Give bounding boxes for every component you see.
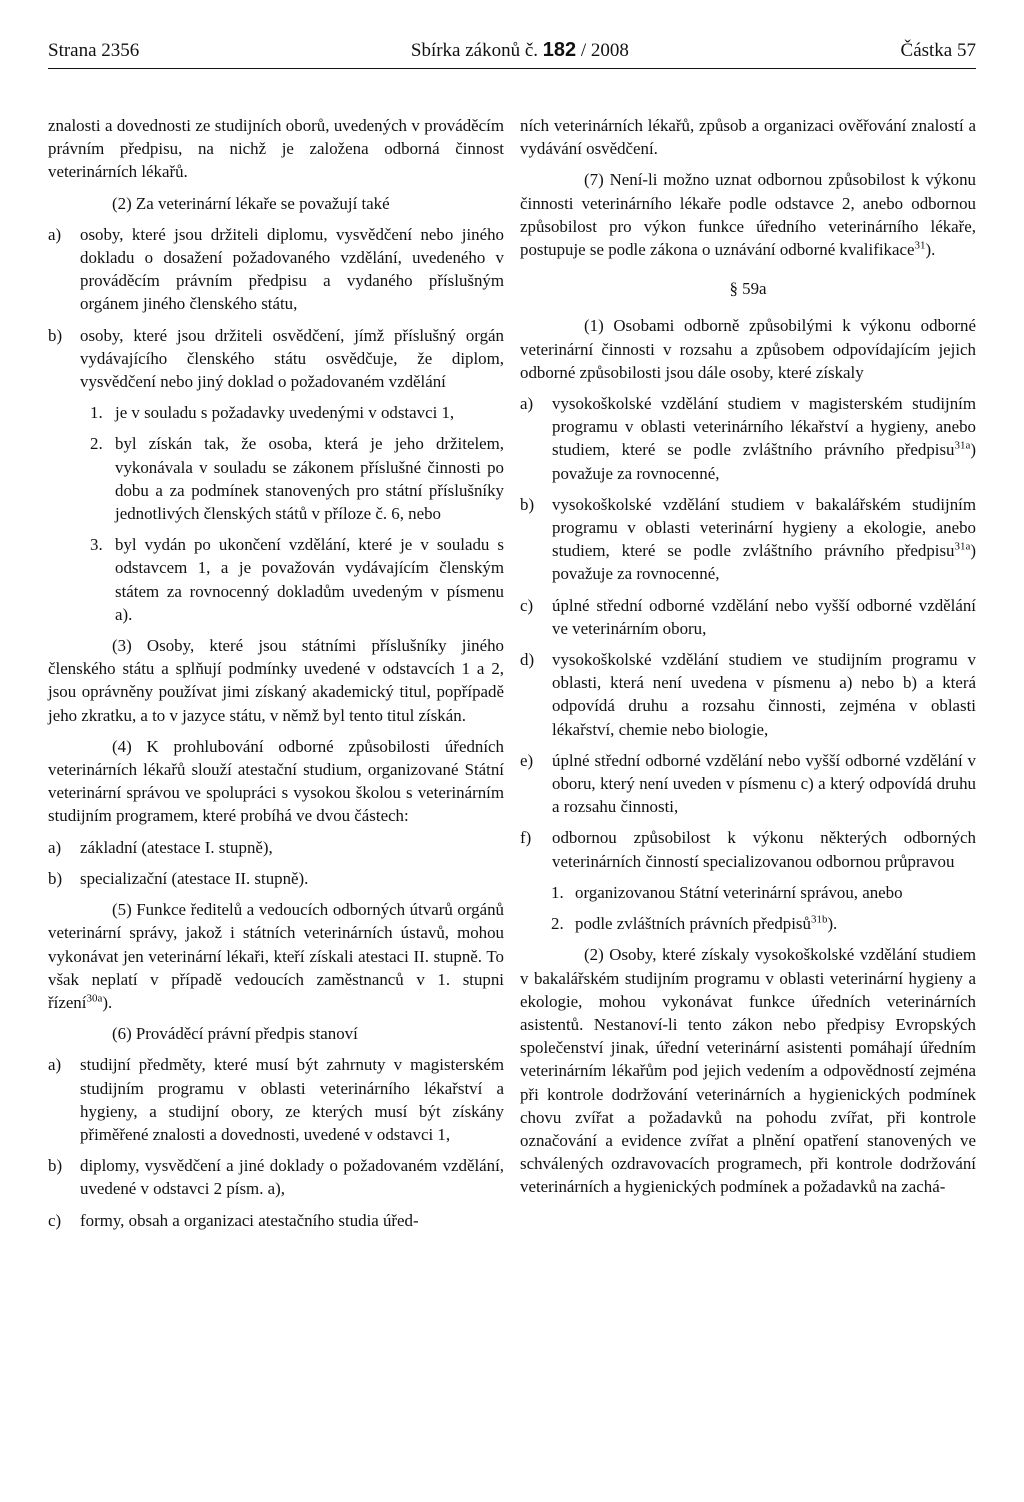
list-item: a) osoby, které jsou držiteli diplomu, vysvědčení nebo jiného dokladu o dosažení požadovaného vzdělání, uvedeného v prováděcím právním předpisu a vydaného příslušným orgánem jiného členského státu, (48, 224, 504, 314)
list-item: b) diplomy, vysvědčení a jiné doklady o požadovaném vzdělání, uvedené v odstavci 2 písm. a), (48, 1156, 504, 1199)
sub-list-item: 2. byl získán tak, že osoba, která je jeho držitelem, vykonávala v souladu se zákonem příslušné činnosti po dobu a za podmínek stanovených pro státní příslušníky jednotlivých členských států v příloze č. 6, nebo (90, 434, 504, 524)
paragraph-6: (6) Prováděcí právní předpis stanoví (112, 1024, 358, 1044)
list-item: b) osoby, které jsou držiteli osvědčení, jímž příslušný orgán vydávajícího členského státu osvědčuje, že diplom, vysvědčení nebo jiný doklad o požadovaném vzdělání (48, 325, 504, 392)
list-item: a) vysokoškolské vzdělání studiem v magisterském studijním programu v oblasti veterinárního lékařství a hygieny, anebo studiem, které se podle zvláštního právního předpisu$^{31a}$) považuje za rovnocenné, (520, 394, 976, 483)
collection-title (411, 39, 629, 62)
intro-paragraph: znalosti a dovednosti ze studijních oborů, uvedených v prováděcím právním předpisu, na nichž je založena odborná činnost veterinárních lékařů. (48, 116, 504, 182)
list-item: b) specializační (atestace II. stupně). (48, 868, 309, 888)
list-item: b) vysokoškolské vzdělání studiem v bakalářském studijním programu v oblasti veterinární hygieny a ekologie, anebo studiem, které se podle zvláštního právního předpisu$^{31a}$) považuje za rovnocenné, (520, 494, 976, 584)
list-item: c) úplné střední odborné vzdělání nebo vyšší odborné vzdělání ve veterinárním oboru, (520, 595, 976, 638)
sub-list-item: 1. je v souladu s požadavky uvedenými v odstavci 1, (90, 403, 455, 423)
paragraph-3: (3) Osoby, které jsou státními příslušníky jiného členského státu a splňují podmínky uvedené v odstavcích 1 a 2, jsou oprávněny používat jimi získaný akademický titul, popřípadě jeho zkratku, a to v jazyce státu, v němž byl tento titul získán. (48, 636, 504, 725)
list-item: e) úplné střední odborné vzdělání nebo vyšší odborné vzdělání v oboru, který není uveden v písmenu c) a který odpovídá druhu a rozsahu činnosti, (520, 750, 976, 817)
law-year: / 2008 (580, 40, 629, 61)
footnote-ref: 31 (914, 239, 926, 252)
footnote-ref: 31a (954, 439, 971, 452)
section-title: § 59a (729, 279, 767, 299)
paragraph-2: (2) Za veterinární lékaře se považují také (112, 193, 390, 213)
paragraph-4: (4) K prohlubování odborné způsobilosti úředních veterinárních lékařů slouží atestační studium, organizované Státní veterinární správou ve spolupráci s vysokou školou s veterinárním studijním programem, které probíhá ve dvou částech: (48, 736, 504, 826)
page-number: Strana 2356 (48, 40, 140, 61)
sub-list-item: 1. organizovanou Státní veterinární správou, anebo (551, 882, 903, 902)
list-item: f) odbornou způsobilost k výkonu některých odborných veterinárních činností specializovanou odbornou průpravou (520, 828, 976, 871)
section-paragraph-2: (2) Osoby, které získaly vysokoškolské vzdělání studiem v bakalářském studijním programu v oblasti veterinární hygieny a ekologie, mohou vykonávat funkce úředních veterinárních asistentů. Nestanoví-li tento zákon nebo předpisy Evropských společenství jinak, úřední veterinární asistenti pomáhají úředním veterinárním lékařům pod jejich vedením a odpovědností zejména při kontrole dodržování veterinárních a hygienických podmínek chovu zvířat a požadavků na pohodu zvířat, při kontrole označování a evidence zvířat a plnění opatření stanovených ve schválených ozdravovacích programech, při kontrole dodržování veterinárních a hygienických podmínek a požadavků na zachá- (520, 945, 976, 1197)
footnote-ref: 30a (86, 992, 103, 1005)
right-column (520, 114, 976, 1199)
footnote-ref: 31b (810, 913, 828, 926)
footnote-ref: 31a (954, 540, 971, 553)
list-item: c) formy, obsah a organizaci atestačního studia úřed- (48, 1210, 419, 1230)
section-paragraph-1: (1) Osobami odborně způsobilými k výkonu odborné veterinární činnosti v rozsahu a způsobem odpovídajícím jejich odborné způsobilosti jsou dále osoby, které získaly (520, 316, 976, 382)
collection-label: Sbírka zákonů č. (410, 40, 539, 61)
sub-list-item: 2. podle zvláštních právních předpisů$^{31b}$). (551, 913, 838, 934)
list-item: a) základní (atestace I. stupně), (48, 837, 273, 857)
page-header (48, 30, 976, 69)
paragraph-7: (7) Není-li možno uznat odbornou způsobilost k výkonu činnosti veterinárního lékaře podle odstavce 2, anebo odbornou způsobilost pro výkon funkce úředního veterinárního lékaře, postupuje se podle zákona o uznávání odborné kvalifikace$^{31}$). (520, 170, 976, 260)
list-item: a) studijní předměty, které musí být zahrnuty v magisterském studijním programu v oblasti veterinárního lékařství a hygieny, a studijní obory, ze kterých musí být získány přiměřené znalosti a dovednosti, uvedené v odstavci 1, (48, 1055, 504, 1144)
continuation-paragraph: ních veterinárních lékařů, způsob a organizaci ověřování znalostí a vydávání osvědčení. (520, 116, 976, 159)
list-item: d) vysokoškolské vzdělání studiem ve studijním programu v oblasti, která není uvedena v písmenu a) nebo b) a která odpovídá druhu a rozsahu činnosti, zejména v oblasti lékařství, chemie nebo biologie, (520, 650, 976, 739)
left-column (48, 114, 504, 1232)
paragraph-5: (5) Funkce ředitelů a vedoucích odborných útvarů orgánů veterinární správy, jakož i státních veterinárních ústavů, mohou vykonávat jen veterinární lékaři, kteří získali atestaci II. stupně. To však neplatí v případě vedoucích zaměstnanců v 1. stupni řízení$^{30a}$). (48, 900, 504, 1012)
sub-list-item: 3. byl vydán po ukončení vzdělání, které je v souladu s odstavcem 1, a je považován vydávajícím členským státem za rovnocenný dokladům uvedeným v písmenu a). (90, 535, 504, 624)
law-number: 182 (542, 39, 577, 61)
part-number: Částka 57 (900, 40, 976, 61)
